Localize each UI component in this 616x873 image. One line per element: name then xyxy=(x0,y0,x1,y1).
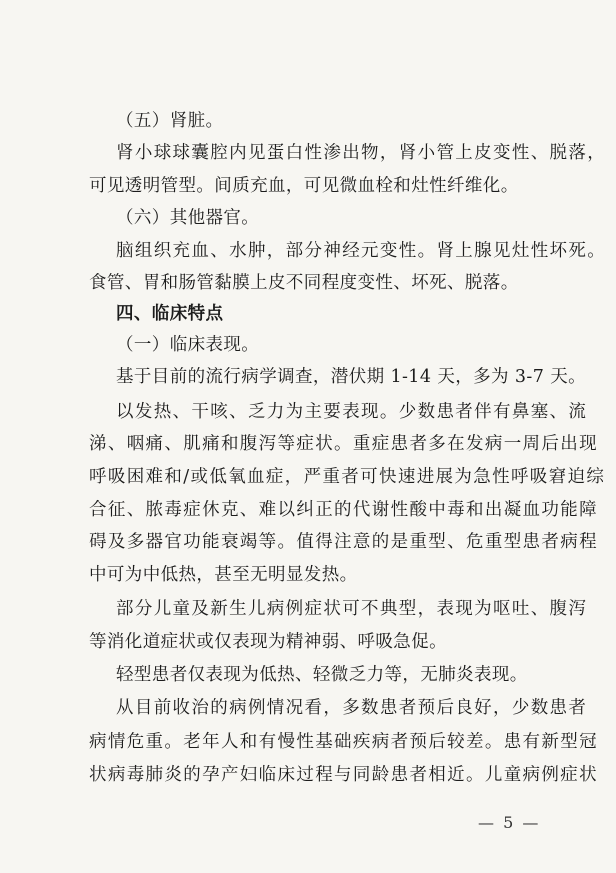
text-line: 肾小球球囊腔内见蛋白性渗出物，肾小管上皮变性、脱落， xyxy=(116,143,607,163)
text-line: （六）其他器官。 xyxy=(116,208,260,228)
text-line: 以发热、干咳、乏力为主要表现。少数患者伴有鼻塞、流 xyxy=(116,402,588,422)
text-line: 轻型患者仅表现为低热、轻微乏力等，无肺炎表现。 xyxy=(116,665,528,685)
text-line: 基于目前的流行病学调查，潜伏期 1-14 天，多为 3-7 天。 xyxy=(116,367,587,387)
text-line: 合征、脓毒症休克、难以纠正的代谢性酸中毒和出凝血功能障 xyxy=(89,500,598,520)
page-number: — 5 — xyxy=(478,813,541,832)
text-line: 等消化道症状或仅表现为精神弱、呼吸急促。 xyxy=(89,632,447,652)
text-line: （一）临床表现。 xyxy=(116,335,260,355)
text-line: 中可为中低热，甚至无明显发热。 xyxy=(89,565,358,585)
text-line: （五）肾脏。 xyxy=(116,111,224,131)
text-line: 部分儿童及新生儿病例症状可不典型，表现为呕吐、腹泻 xyxy=(116,599,588,619)
text-line: 病情危重。老年人和有慢性基础疾病者预后较差。患有新型冠 xyxy=(89,732,598,752)
text-line: 呼吸困难和/或低氧血症，严重者可快速进展为急性呼吸窘迫综 xyxy=(89,467,606,487)
text-line: 脑组织充血、水肿，部分神经元变性。肾上腺见灶性坏死。 xyxy=(116,241,607,261)
text-line: 可见透明管型。间质充血，可见微血栓和灶性纤维化。 xyxy=(89,176,519,196)
text-line: 涕、咽痛、肌痛和腹泻等症状。重症患者多在发病一周后出现 xyxy=(89,434,598,454)
text-line: 食管、胃和肠管黏膜上皮不同程度变性、坏死、脱落。 xyxy=(89,273,519,293)
text-line: 从目前收治的病例情况看，多数患者预后良好，少数患者 xyxy=(116,698,588,718)
text-line: 碍及多器官功能衰竭等。值得注意的是重型、危重型患者病程 xyxy=(89,532,598,552)
text-line: 状病毒肺炎的孕产妇临床过程与同龄患者相近。儿童病例症状 xyxy=(89,765,598,785)
section-heading: 四、临床特点 xyxy=(116,304,224,324)
